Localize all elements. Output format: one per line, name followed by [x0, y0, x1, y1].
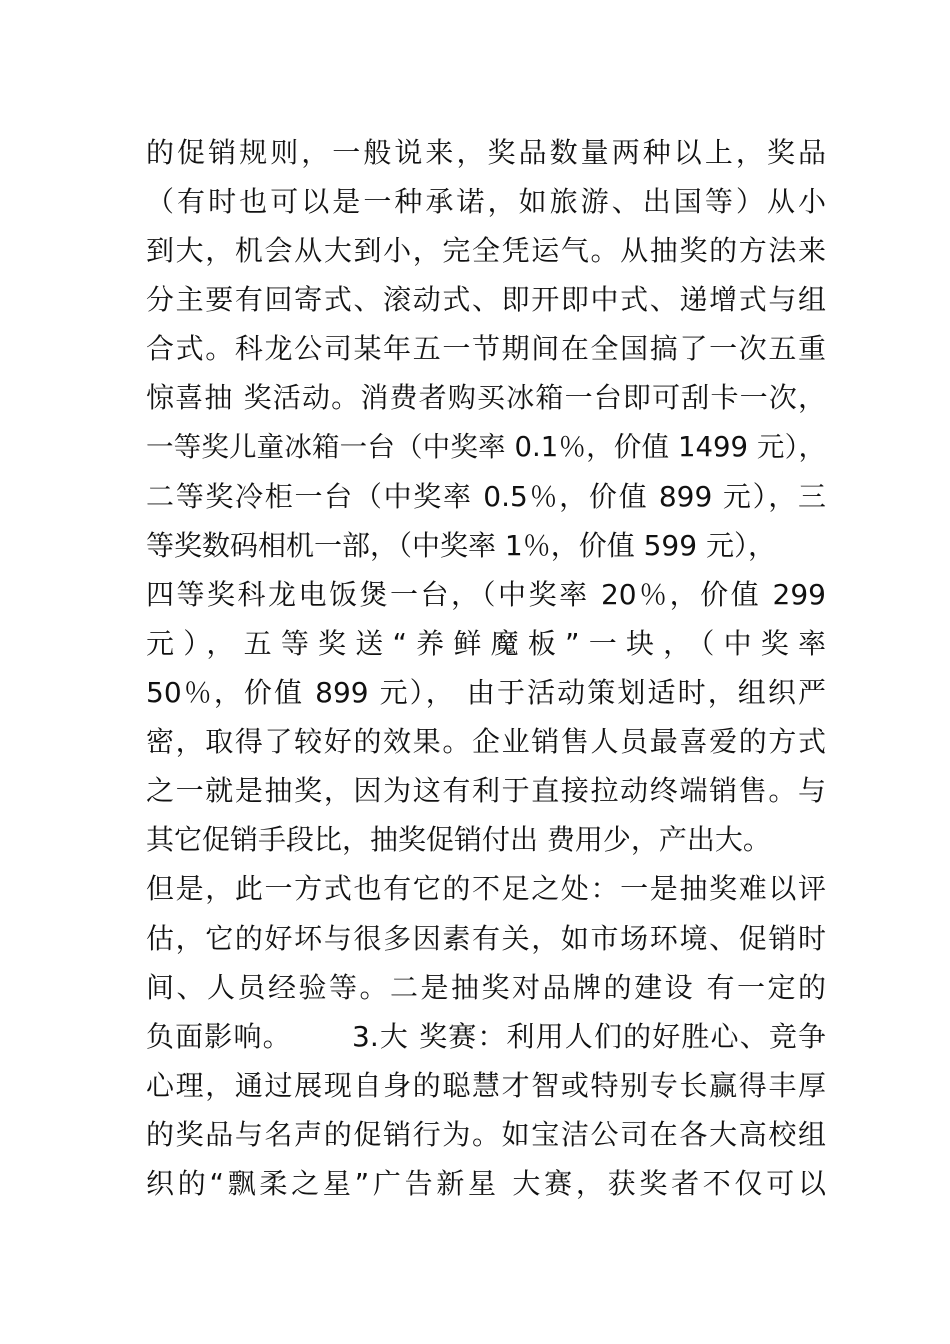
text-line: 到大，机会从大到小，完全凭运气。从抽奖的方法来: [146, 234, 826, 268]
text-line: （有时也可以是一种承诺，如旅游、出国等）从小: [146, 185, 826, 219]
body-text: [146, 128, 826, 1208]
text-line: 的奖品与名声的促销行为。如宝洁公司在各大高校组: [146, 1117, 826, 1151]
text-line: 间、人员经验等。二是抽奖对品牌的建设 有一定的: [146, 970, 826, 1004]
text-line: 惊喜抽 奖活动。消费者购买冰箱一台即可刮卡一次，: [146, 381, 826, 415]
text-line: 密，取得了较好的效果。企业销售人员最喜爱的方式: [146, 725, 826, 759]
text-line: 一等奖儿童冰箱一台（中奖率 0.1％，价值 1499 元），: [146, 430, 826, 463]
text-line: 50％，价值 899 元）， 由于活动策划适时，组织严: [146, 676, 826, 710]
text-line: 元），五等奖送“养鲜魔板”一块，（中奖率: [146, 626, 826, 660]
text-line: 二等奖冷柜一台（中奖率 0.5％，价值 899 元），三: [146, 479, 826, 513]
text-line: 其它促销手段比，抽奖促销付出 费用少，产出大。: [146, 823, 771, 857]
text-line: 合式。科龙公司某年五一节期间在全国搞了一次五重: [146, 332, 826, 366]
text-line: 四等奖科龙电饭煲一台，（中奖率 20％，价值 299: [146, 577, 826, 611]
text-line: 心理，通过展现自身的聪慧才智或特别专长赢得丰厚: [146, 1068, 826, 1102]
text-line: 估，它的好坏与很多因素有关，如市场环境、促销时: [146, 921, 826, 955]
text-line: 但是，此一方式也有它的不足之处：一是抽奖难以评: [146, 872, 826, 906]
text-line: 等奖数码相机一部，（中奖率 1％，价值 599 元），: [146, 528, 776, 562]
text-line: 分主要有回寄式、滚动式、即开即中式、递增式与组: [146, 283, 826, 317]
text-line: 织的“飘柔之星”广告新星 大赛，获奖者不仅可以: [146, 1166, 826, 1200]
text-line: 的促销规则，一般说来，奖品数量两种以上，奖品: [146, 136, 826, 169]
text-line: 之一就是抽奖，因为这有利于直接拉动终端销售。与: [146, 774, 826, 808]
text-line: 负面影响。 3.大 奖赛：利用人们的好胜心、竞争: [146, 1019, 826, 1053]
